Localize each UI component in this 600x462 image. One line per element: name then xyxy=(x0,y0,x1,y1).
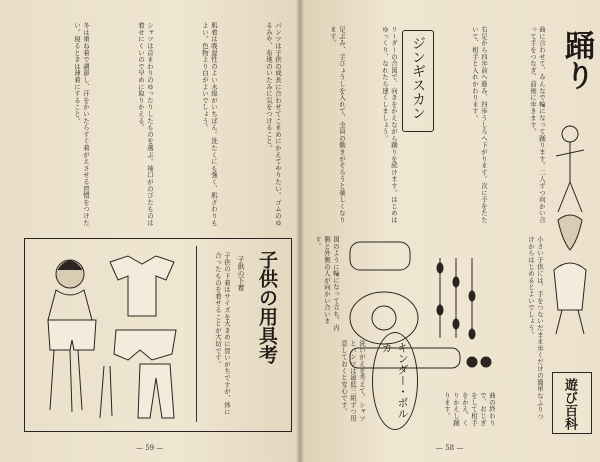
text-column: 洗いがえを考えて、シャツとパンツは最低三組ずつ用意しておくと安心です。 xyxy=(340,340,366,422)
text-column: 右足から四歩前へ進み、四歩うしろへ下がります。次に手をたたいて、相手と入れかわります。 xyxy=(471,26,488,224)
text-column: リーダーの合図で、向きをかえながら踊りを続けます。はじめはゆっくり、なれたら速くしましょう。 xyxy=(381,26,398,224)
right-page xyxy=(300,0,600,462)
section-title: ジンギスカン xyxy=(410,36,426,120)
title-art: 踊り xyxy=(559,30,594,90)
text-column: 肌着は吸湿性のよい木綿がいちばん。洗たくにも強く、肌ざわりもよい。色物より白がよいでしょう。 xyxy=(201,22,218,226)
series-title: 遊び百科 xyxy=(562,378,577,430)
text-column: 小さい子供には、手をつないだまま歩くだけの簡単なふりつけからはじめるとよいでしょう。 xyxy=(527,236,544,420)
page-number: — 59 — xyxy=(136,444,164,452)
text-column: 冬は重ね着で調節し、汗をかいたらすぐ着がえさせる習慣をつけたい。寝るときは薄着にすること。 xyxy=(73,22,90,226)
text-column: 図のように輪になって立ち、内側と外側の人が向かい合います。 xyxy=(314,236,340,332)
article-subtitle: 子供の下着 xyxy=(237,256,245,291)
box-divider xyxy=(196,246,197,422)
section-title: キンダー・ポルカ xyxy=(380,342,409,419)
children-underwear-illustration xyxy=(30,246,194,424)
text-column: 曲に合わせて、みんなで輪になって踊ります。二人ずつ向かい合って手をつなぎ、前後に歩きます。 xyxy=(529,26,546,224)
article-title: 子供の用具考 xyxy=(256,250,278,364)
text-column: 子供の下着はサイズを大きめに買いがちですが、体に合ったものを着せることが大切です。 xyxy=(214,252,231,416)
dance-step-diagram xyxy=(344,238,496,388)
text-column: シャツは首まわりのゆったりしたものを選ぶ。袖口がのびたものは着せにくいので早めに取りかえる。 xyxy=(137,22,154,226)
page-gutter xyxy=(296,0,304,462)
page-number: — 58 — xyxy=(436,444,464,452)
dancer-illustration xyxy=(546,120,594,340)
text-column: パンツは子供の成長に合わせてこまめにかえてやりたい。ゴムのゆるみや、布地のいたみに気をつけること。 xyxy=(265,22,282,226)
text-column: 足ぶみ、手びょうしを入れて、全員の動きがそろうと楽しくなります。 xyxy=(329,26,346,224)
text-column: 曲の終わりで、おじぎをして相手をかえ、くりかえし踊ります。 xyxy=(443,392,496,426)
